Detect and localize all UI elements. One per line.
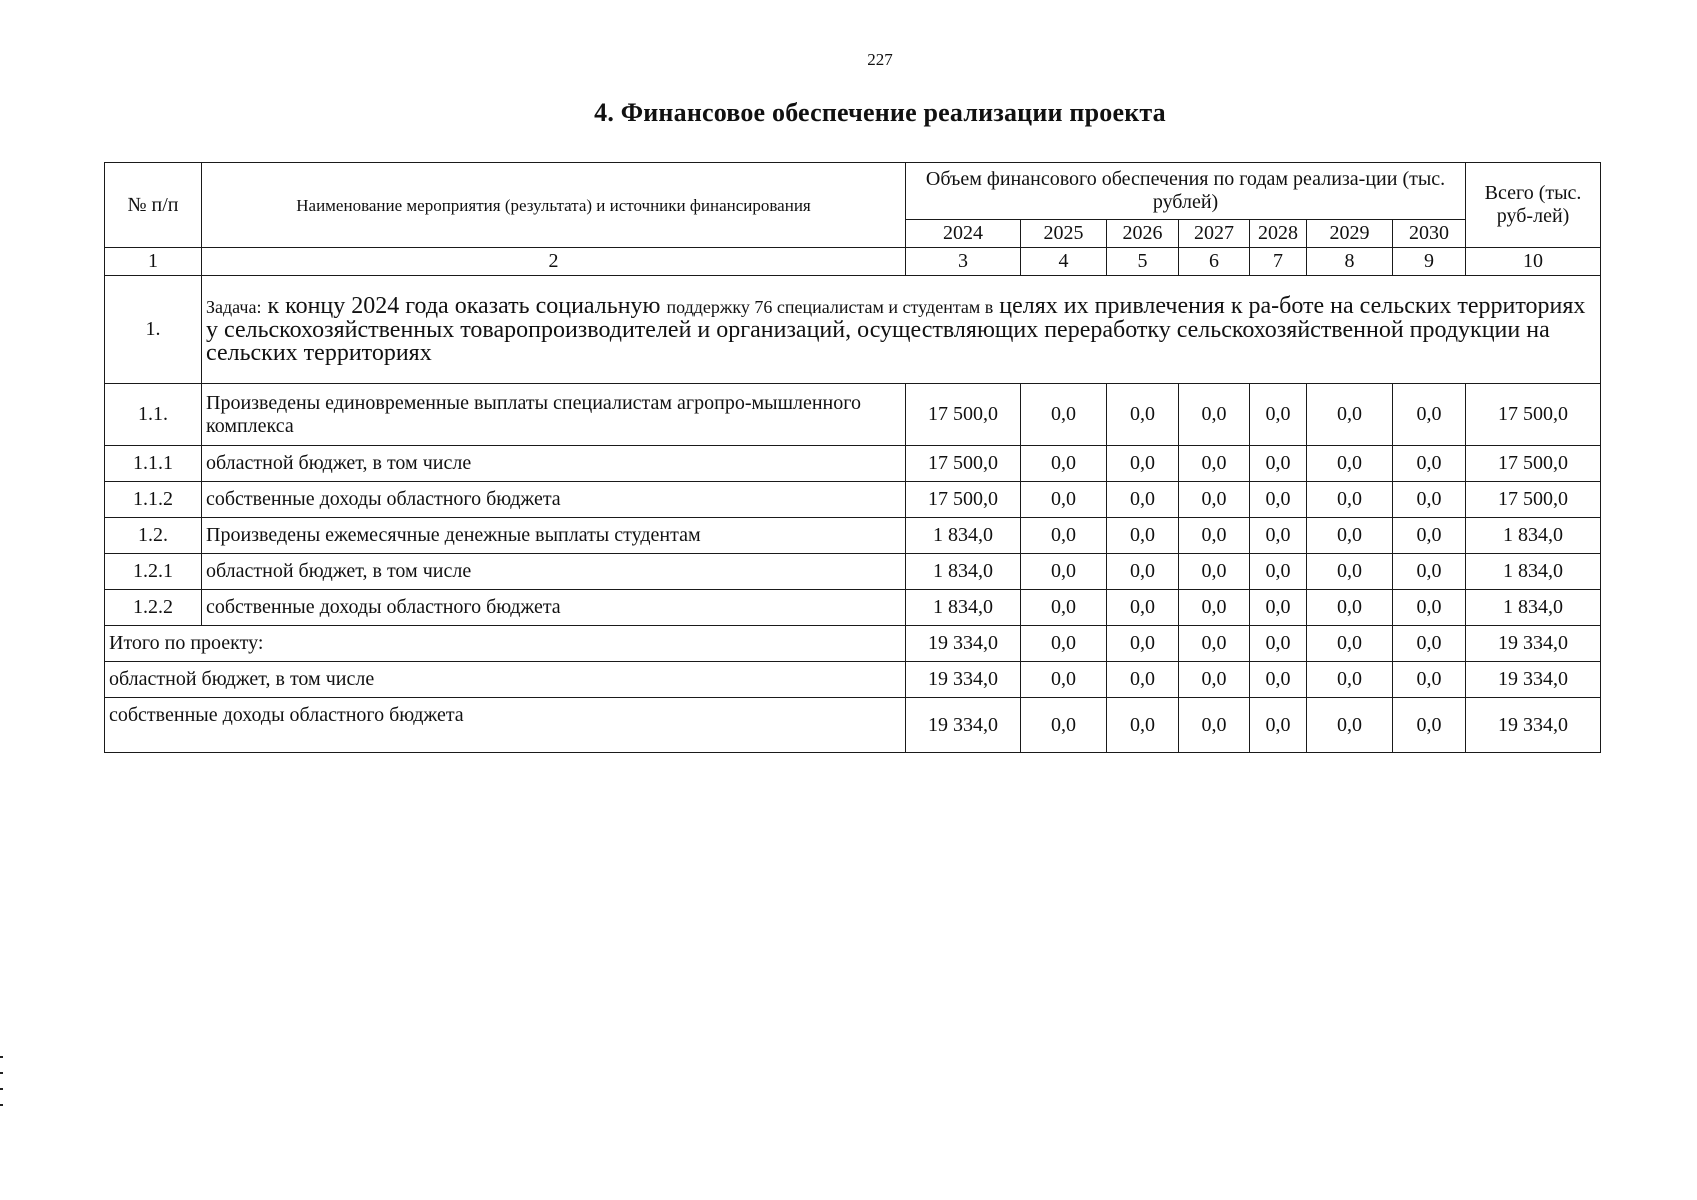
year-value: 0,0 [1107, 482, 1179, 518]
row-number: 1.2.1 [105, 554, 202, 590]
total-row-total: 19 334,0 [1466, 626, 1601, 662]
column-number: 7 [1250, 248, 1307, 276]
year-value: 19 334,0 [906, 698, 1021, 753]
year-value: 0,0 [1179, 698, 1250, 753]
year-value: 0,0 [1250, 590, 1307, 626]
year-value: 0,0 [1107, 626, 1179, 662]
year-value: 0,0 [1021, 518, 1107, 554]
year-value: 0,0 [1250, 626, 1307, 662]
column-number: 1 [105, 248, 202, 276]
year-value: 17 500,0 [906, 446, 1021, 482]
year-value: 0,0 [1021, 662, 1107, 698]
year-value: 0,0 [1250, 698, 1307, 753]
year-value: 0,0 [1307, 662, 1393, 698]
year-value: 0,0 [1179, 554, 1250, 590]
header-year: 2027 [1179, 220, 1250, 248]
year-value: 0,0 [1179, 518, 1250, 554]
year-value: 0,0 [1179, 590, 1250, 626]
year-value: 1 834,0 [906, 590, 1021, 626]
year-value: 0,0 [1021, 554, 1107, 590]
total-row-name: собственные доходы областного бюджета [105, 698, 906, 753]
header-year: 2024 [906, 220, 1021, 248]
table-row [105, 590, 1601, 626]
row-total: 1 834,0 [1466, 590, 1601, 626]
task-text-b: поддержку 76 специалистам и студентам в [666, 296, 994, 317]
year-value: 0,0 [1107, 518, 1179, 554]
year-value: 0,0 [1107, 446, 1179, 482]
year-value: 0,0 [1307, 384, 1393, 446]
year-value: 17 500,0 [906, 384, 1021, 446]
year-value: 0,0 [1393, 590, 1466, 626]
column-number: 9 [1393, 248, 1466, 276]
row-total: 1 834,0 [1466, 554, 1601, 590]
total-row-name: Итого по проекту: [105, 626, 906, 662]
year-value: 1 834,0 [906, 518, 1021, 554]
column-number: 5 [1107, 248, 1179, 276]
year-value: 0,0 [1107, 698, 1179, 753]
year-value: 0,0 [1250, 518, 1307, 554]
total-row [105, 626, 1601, 662]
header-total: Всего (тыс. руб-лей) [1466, 163, 1601, 248]
row-number: 1.1. [105, 384, 202, 446]
row-total: 1 834,0 [1466, 518, 1601, 554]
total-row-total: 19 334,0 [1466, 698, 1601, 753]
year-value: 0,0 [1179, 446, 1250, 482]
year-value: 0,0 [1250, 446, 1307, 482]
financing-table [104, 162, 1601, 753]
row-number: 1.2.2 [105, 590, 202, 626]
header-year: 2025 [1021, 220, 1107, 248]
total-rows [105, 626, 1601, 753]
total-row-name: областной бюджет, в том числе [105, 662, 906, 698]
year-value: 17 500,0 [906, 482, 1021, 518]
column-number: 8 [1307, 248, 1393, 276]
year-value: 0,0 [1307, 518, 1393, 554]
year-value: 0,0 [1021, 698, 1107, 753]
measure-rows [105, 384, 1601, 626]
year-value: 0,0 [1393, 626, 1466, 662]
year-value: 0,0 [1307, 482, 1393, 518]
year-value: 0,0 [1250, 554, 1307, 590]
year-value: 0,0 [1307, 698, 1393, 753]
total-row-total: 19 334,0 [1466, 662, 1601, 698]
page-number: 227 [867, 50, 893, 69]
table-row [105, 518, 1601, 554]
year-value: 0,0 [1307, 590, 1393, 626]
year-value: 0,0 [1393, 662, 1466, 698]
year-value: 0,0 [1250, 662, 1307, 698]
row-name: Произведены единовременные выплаты специалистам агропро-мышленного комплекса [202, 384, 906, 446]
year-value: 0,0 [1107, 554, 1179, 590]
year-value: 0,0 [1393, 554, 1466, 590]
year-value: 0,0 [1021, 384, 1107, 446]
column-number: 3 [906, 248, 1021, 276]
task-text [202, 276, 1601, 384]
row-name: собственные доходы областного бюджета [202, 482, 906, 518]
task-text-a: к концу 2024 года оказать социальную [267, 292, 661, 319]
year-value: 0,0 [1021, 626, 1107, 662]
row-total: 17 500,0 [1466, 446, 1601, 482]
year-value: 0,0 [1179, 384, 1250, 446]
total-row [105, 662, 1601, 698]
row-name: областной бюджет, в том числе [202, 554, 906, 590]
year-value: 0,0 [1021, 590, 1107, 626]
header-year: 2030 [1393, 220, 1466, 248]
year-value: 0,0 [1307, 554, 1393, 590]
year-value: 0,0 [1179, 482, 1250, 518]
row-total: 17 500,0 [1466, 482, 1601, 518]
year-value: 19 334,0 [906, 662, 1021, 698]
header-volume: Объем финансового обеспечения по годам реализа-ции (тыс. рублей) [906, 163, 1466, 220]
row-total: 17 500,0 [1466, 384, 1601, 446]
year-value: 0,0 [1393, 698, 1466, 753]
total-row [105, 698, 1601, 753]
year-value: 19 334,0 [906, 626, 1021, 662]
column-number: 6 [1179, 248, 1250, 276]
task-number: 1. [105, 276, 202, 384]
year-value: 0,0 [1307, 626, 1393, 662]
year-value: 0,0 [1179, 662, 1250, 698]
column-number: 4 [1021, 248, 1107, 276]
header-name: Наименование мероприятия (результата) и источники финансирования [202, 163, 906, 248]
year-value: 0,0 [1393, 446, 1466, 482]
year-value: 0,0 [1393, 482, 1466, 518]
header-num: № п/п [105, 163, 202, 248]
column-number: 10 [1466, 248, 1601, 276]
year-value: 0,0 [1307, 446, 1393, 482]
table-row [105, 384, 1601, 446]
year-value: 0,0 [1393, 384, 1466, 446]
header-row [105, 163, 1601, 220]
year-value: 1 834,0 [906, 554, 1021, 590]
table-row [105, 446, 1601, 482]
scan-edge-marks [0, 1056, 4, 1120]
task-row [105, 276, 1601, 384]
row-name: Произведены ежемесячные денежные выплаты студентам [202, 518, 906, 554]
year-value: 0,0 [1250, 384, 1307, 446]
year-value: 0,0 [1107, 662, 1179, 698]
year-value: 0,0 [1179, 626, 1250, 662]
task-prefix: Задача: [206, 296, 262, 317]
row-number: 1.1.2 [105, 482, 202, 518]
year-value: 0,0 [1107, 590, 1179, 626]
table-row [105, 554, 1601, 590]
row-number: 1.1.1 [105, 446, 202, 482]
year-value: 0,0 [1107, 384, 1179, 446]
row-number: 1.2. [105, 518, 202, 554]
header-year: 2026 [1107, 220, 1179, 248]
column-numbers-row [105, 248, 1601, 276]
year-value: 0,0 [1393, 518, 1466, 554]
task-text-c: целях их привлечения к ра-боте на сельских территориях у сельскохозяйственных товаропроизводителей и организаций, осуществляющих переработку сельскохозяйственной продукции на сельских территориях [206, 292, 1586, 366]
header-year: 2028 [1250, 220, 1307, 248]
year-value: 0,0 [1250, 482, 1307, 518]
column-number: 2 [202, 248, 906, 276]
row-name: собственные доходы областного бюджета [202, 590, 906, 626]
table-row [105, 482, 1601, 518]
year-value: 0,0 [1021, 446, 1107, 482]
row-name: областной бюджет, в том числе [202, 446, 906, 482]
header-year: 2029 [1307, 220, 1393, 248]
year-value: 0,0 [1021, 482, 1107, 518]
page-title: 4. Финансовое обеспечение реализации проекта [594, 98, 1166, 127]
